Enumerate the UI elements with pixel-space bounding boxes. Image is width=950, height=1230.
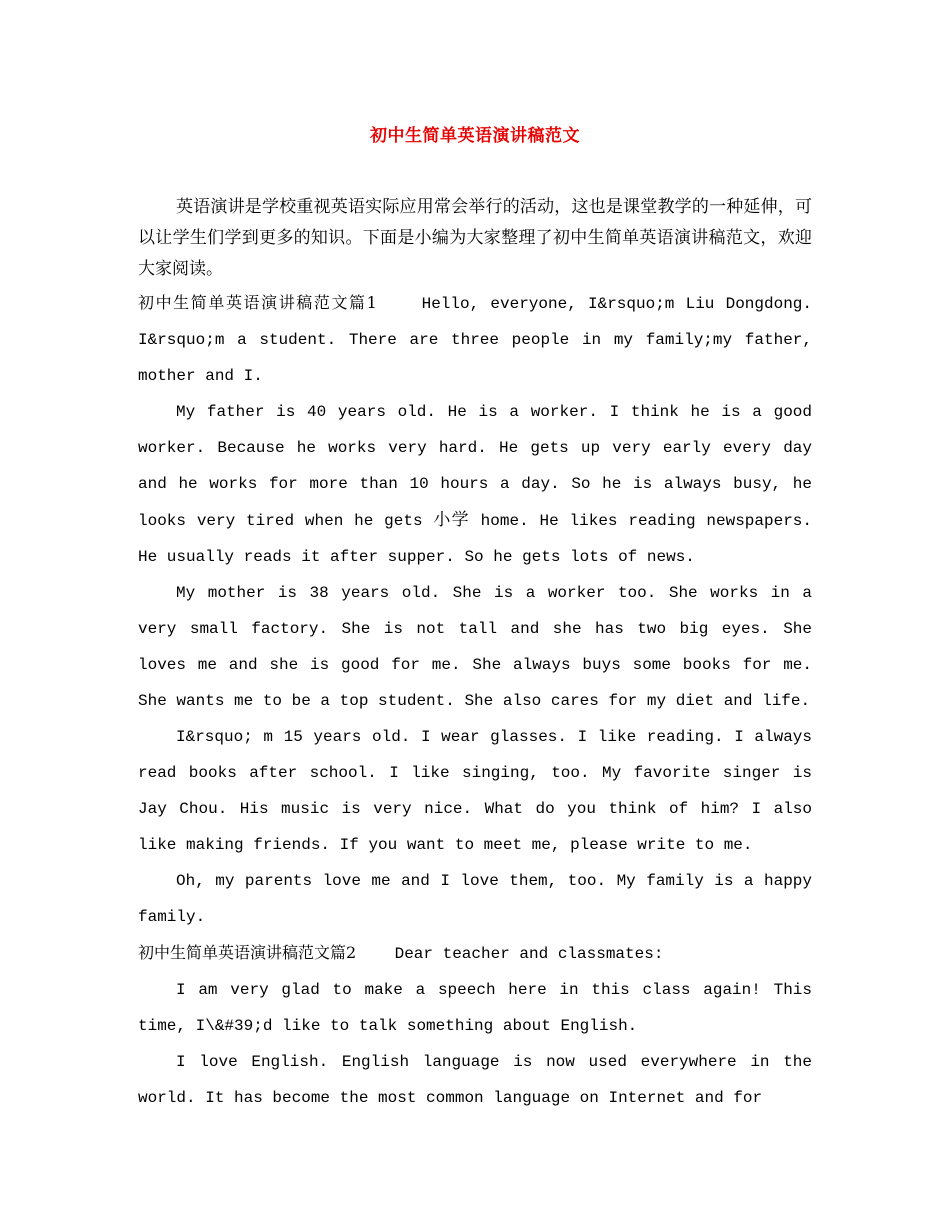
mother-paragraph: My mother is 38 years old. She is a worker too. She works in a very small factory. She is not tall and she has two big eyes. She loves me and she is good for me. She always buys some books for me. She wants me to be a top student. She also cares for my diet and life. <box>138 584 812 710</box>
document-title: 初中生简单英语演讲稿范文 <box>370 126 580 146</box>
section-1-heading: 初中生简单英语演讲稿范文篇1 <box>138 293 377 312</box>
father-text-start: My father is 40 years old. He is a worker. I think he is a good worker. Because he works very hard. He gets up very early every day and he works for more than 10 hours a day. So he is always busy, he looks very tired when he gets <box>138 403 812 530</box>
section-1-lead: Hello, everyone, I&rsquo;m Liu Dongdong. I&rsquo;m a student. There are three people in my family;my father, mother and I. <box>138 295 813 385</box>
father-text-end: home. He likes reading newspapers. He usually reads it after supper. So he gets lots of news. <box>138 512 813 566</box>
father-paragraph <box>138 394 812 575</box>
document-body <box>138 192 812 1116</box>
section-1-paragraph <box>138 285 812 394</box>
family-paragraph: Oh, my parents love me and I love them, too. My family is a happy family. <box>138 872 812 926</box>
section-2-paragraph <box>138 935 812 972</box>
section-2-heading: 初中生简单英语演讲稿范文篇2 <box>138 943 357 962</box>
self-paragraph: I&rsquo; m 15 years old. I wear glasses. I like reading. I always read books after school. I like singing, too. My favorite singer is Jay Chou. His music is very nice. What do you think of him? I also like making friends. If you want to meet me, please write to me. <box>138 728 812 854</box>
intro-paragraph: 英语演讲是学校重视英语实际应用常会举行的活动，这也是课堂教学的一种延伸，可以让学生们学到更多的知识。下面是小编为大家整理了初中生简单英语演讲稿范文，欢迎大家阅读。 <box>138 197 812 279</box>
section-2-lead: Dear teacher and classmates: <box>394 945 664 963</box>
english-paragraph: I love English. English language is now used everywhere in the world. It has become the most common language on Internet and for <box>138 1053 812 1107</box>
speech-intro-paragraph: I am very glad to make a speech here in this class again! This time, I\&#39;d like to talk something about English. <box>138 981 812 1035</box>
father-text-chinese: 小学 <box>433 510 470 530</box>
